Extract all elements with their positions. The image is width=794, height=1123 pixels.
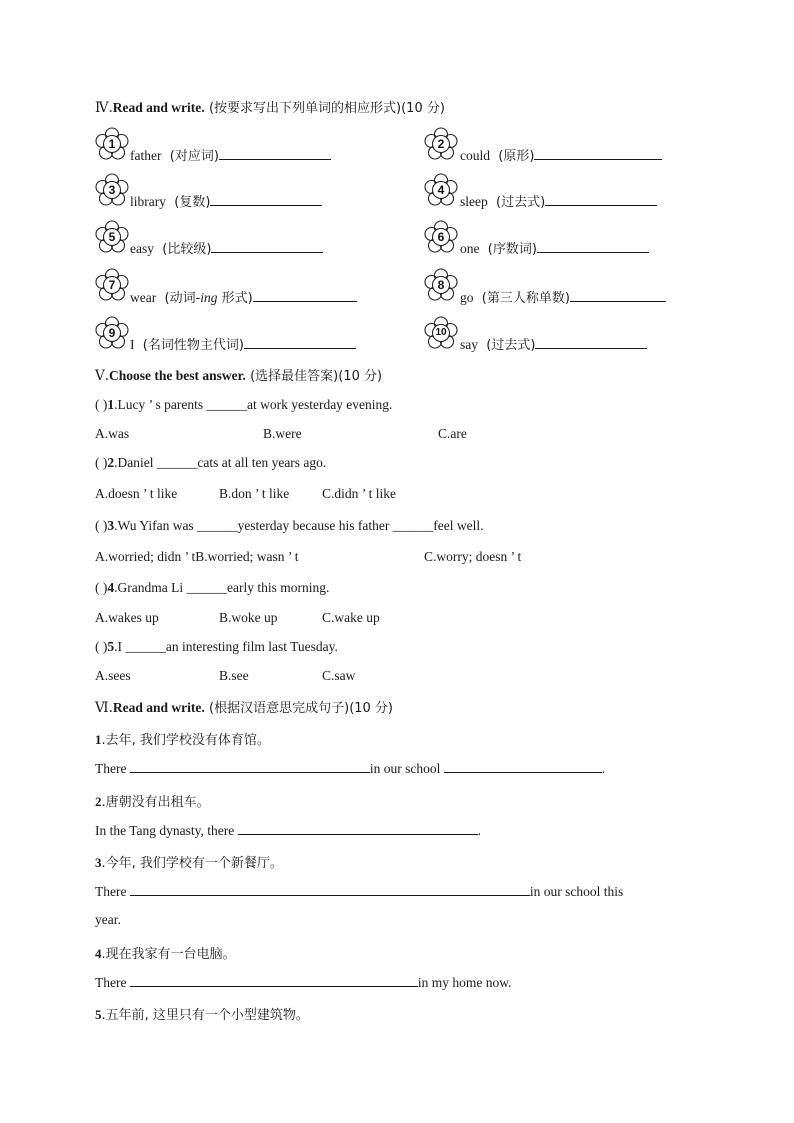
answer-blank[interactable] bbox=[238, 822, 478, 835]
section-5-roman: Ⅴ. bbox=[95, 368, 110, 384]
word-item-8 bbox=[460, 287, 666, 306]
question-4 bbox=[95, 580, 329, 596]
answer-paren[interactable]: ( ) bbox=[95, 580, 108, 595]
item-number: 1 bbox=[108, 137, 116, 151]
answer-blank[interactable] bbox=[211, 240, 323, 253]
section-6-title: Read and write. bbox=[112, 700, 205, 715]
item-number: 2 bbox=[437, 137, 445, 151]
answer-line-3-cont: year. bbox=[95, 912, 121, 927]
answer-line-1 bbox=[95, 760, 605, 777]
option-5a[interactable]: A.sees bbox=[95, 668, 131, 683]
hint: (对应词) bbox=[169, 149, 219, 164]
section-4-instruction: (按要求写出下列单词的相应形式)(10 分) bbox=[208, 101, 445, 116]
flower-number-icon bbox=[424, 268, 458, 302]
answer-blank[interactable] bbox=[210, 193, 322, 206]
hint: (序数词) bbox=[487, 242, 537, 257]
option-4c[interactable]: C.wake up bbox=[322, 610, 380, 625]
flower-number-icon bbox=[424, 316, 458, 350]
sentence-start: There bbox=[95, 975, 130, 990]
word: could bbox=[460, 148, 490, 163]
sentence-middle: in our school bbox=[369, 761, 444, 776]
item-number: 1 bbox=[95, 732, 102, 747]
item-number: 6 bbox=[437, 230, 445, 244]
item-number: 7 bbox=[108, 278, 116, 292]
item-number: 5 bbox=[108, 230, 116, 244]
hint-italic: ing bbox=[200, 290, 218, 305]
question-number: 3 bbox=[107, 518, 115, 533]
answer-blank[interactable] bbox=[130, 974, 418, 987]
option-5c[interactable]: C.saw bbox=[322, 668, 356, 683]
option-4b[interactable]: B.woke up bbox=[219, 610, 278, 625]
option-1a[interactable]: A.was bbox=[95, 426, 130, 441]
word-item-3 bbox=[130, 191, 322, 210]
option-5b[interactable]: B.see bbox=[219, 668, 249, 683]
sentence-end: . bbox=[601, 761, 606, 776]
answer-blank[interactable] bbox=[534, 147, 662, 160]
word: sleep bbox=[460, 194, 488, 209]
item-number: 10 bbox=[435, 327, 447, 338]
flower-number-icon bbox=[95, 127, 129, 161]
item-number: 9 bbox=[108, 326, 116, 340]
word: easy bbox=[130, 241, 154, 256]
word-item-5 bbox=[130, 238, 323, 257]
item-number: 8 bbox=[437, 278, 445, 292]
answer-blank[interactable] bbox=[130, 760, 370, 773]
section-5-heading bbox=[95, 365, 382, 384]
item-number: 2 bbox=[95, 794, 102, 809]
word-item-10 bbox=[460, 334, 647, 353]
answer-blank[interactable] bbox=[570, 289, 666, 302]
chinese-sentence: .今年, 我们学校有一个新餐厅。 bbox=[101, 856, 283, 871]
sentence-end: . bbox=[477, 823, 482, 838]
item-number: 5 bbox=[95, 1007, 102, 1022]
answer-line-2 bbox=[95, 822, 481, 839]
answer-blank[interactable] bbox=[130, 883, 530, 896]
question-number: 2 bbox=[107, 455, 115, 470]
hint-pre: (动词- bbox=[164, 291, 201, 306]
answer-paren[interactable]: ( ) bbox=[95, 518, 108, 533]
question-number: 4 bbox=[107, 580, 115, 595]
answer-line-3 bbox=[95, 883, 623, 900]
translate-prompt-3 bbox=[95, 852, 283, 871]
question-stem: .Wu Yifan was ______yesterday because his father ______feel well. bbox=[114, 518, 484, 533]
item-number: 3 bbox=[108, 183, 116, 197]
section-4-title: Read and write. bbox=[112, 100, 205, 115]
word: library bbox=[130, 194, 166, 209]
chinese-sentence: .五年前, 这里只有一个小型建筑物。 bbox=[101, 1008, 309, 1023]
question-5 bbox=[95, 639, 338, 655]
answer-paren[interactable]: ( ) bbox=[95, 455, 108, 470]
chinese-sentence: .唐朝没有出租车。 bbox=[101, 795, 210, 810]
answer-blank[interactable] bbox=[219, 147, 331, 160]
hint-post: 形式) bbox=[217, 291, 253, 306]
word-item-6 bbox=[460, 238, 649, 257]
option-2a[interactable]: A.doesn ’ t like bbox=[95, 486, 178, 501]
section-4-heading bbox=[95, 97, 445, 116]
option-1b[interactable]: B.were bbox=[263, 426, 302, 441]
question-3 bbox=[95, 518, 483, 534]
answer-blank[interactable] bbox=[444, 760, 602, 773]
section-5-title: Choose the best answer. bbox=[109, 368, 246, 383]
sentence-start: There bbox=[95, 761, 130, 776]
flower-number-icon bbox=[95, 316, 129, 350]
question-stem: .Daniel ______cats at all ten years ago. bbox=[114, 455, 327, 470]
answer-paren[interactable]: ( ) bbox=[95, 397, 108, 412]
answer-line-4 bbox=[95, 974, 511, 991]
answer-blank[interactable] bbox=[535, 336, 647, 349]
item-number: 4 bbox=[437, 183, 445, 197]
translate-prompt-1 bbox=[95, 729, 270, 748]
flower-number-icon bbox=[95, 173, 129, 207]
answer-blank[interactable] bbox=[545, 193, 657, 206]
option-2b[interactable]: B.don ’ t like bbox=[219, 486, 290, 501]
sentence-start: There bbox=[95, 884, 130, 899]
word: one bbox=[460, 241, 480, 256]
sentence-start: In the Tang dynasty, there bbox=[95, 823, 238, 838]
question-stem: .Lucy ’ s parents ______at work yesterday evening. bbox=[114, 397, 393, 412]
answer-blank[interactable] bbox=[244, 336, 356, 349]
item-number: 4 bbox=[95, 946, 102, 961]
hint: (过去式) bbox=[486, 338, 536, 353]
question-2 bbox=[95, 455, 326, 471]
question-stem: .I ______an interesting film last Tuesday. bbox=[114, 639, 338, 654]
option-1c[interactable]: C.are bbox=[438, 426, 467, 441]
section-6-instruction: (根据汉语意思完成句子)(10 分) bbox=[209, 701, 394, 716]
word: wear bbox=[130, 290, 157, 305]
hint: (过去式) bbox=[496, 195, 546, 210]
sentence-middle: in our school this bbox=[529, 884, 624, 899]
section-6-roman: Ⅵ. bbox=[95, 700, 113, 716]
word-item-1 bbox=[130, 145, 331, 164]
hint: (比较级) bbox=[162, 242, 212, 257]
option-3ab[interactable]: A.worried; didn ’ tB.worried; wasn ’ t bbox=[95, 549, 299, 564]
question-number: 1 bbox=[107, 397, 115, 412]
section-5-instruction: (选择最佳答案)(10 分) bbox=[250, 369, 383, 384]
question-stem: .Grandma Li ______early this morning. bbox=[114, 580, 330, 595]
chinese-sentence: .去年, 我们学校没有体育馆。 bbox=[101, 733, 270, 748]
answer-paren[interactable]: ( ) bbox=[95, 639, 108, 654]
word: I bbox=[130, 337, 135, 352]
answer-blank[interactable] bbox=[253, 289, 357, 302]
word: say bbox=[460, 337, 478, 352]
option-4a[interactable]: A.wakes up bbox=[95, 610, 159, 625]
section-6-heading bbox=[95, 697, 393, 716]
hint: (复数) bbox=[174, 195, 211, 210]
flower-number-icon bbox=[424, 220, 458, 254]
hint: (第三人称单数) bbox=[481, 291, 570, 306]
word-item-7 bbox=[130, 287, 357, 306]
flower-number-icon bbox=[424, 127, 458, 161]
chinese-sentence: .现在我家有一台电脑。 bbox=[101, 947, 236, 962]
item-number: 3 bbox=[95, 855, 102, 870]
flower-number-icon bbox=[95, 268, 129, 302]
option-2c[interactable]: C.didn ’ t like bbox=[322, 486, 396, 501]
answer-blank[interactable] bbox=[537, 240, 649, 253]
word-item-4 bbox=[460, 191, 657, 210]
translate-prompt-5 bbox=[95, 1004, 309, 1023]
word-item-9 bbox=[130, 334, 356, 353]
word: go bbox=[460, 290, 474, 305]
section-4-roman: Ⅳ. bbox=[95, 100, 113, 116]
translate-prompt-4 bbox=[95, 943, 236, 962]
word: father bbox=[130, 148, 162, 163]
question-number: 5 bbox=[107, 639, 115, 654]
question-1 bbox=[95, 397, 392, 413]
hint: (名词性物主代词) bbox=[142, 338, 244, 353]
option-3c[interactable]: C.worry; doesn ’ t bbox=[424, 549, 522, 564]
flower-number-icon bbox=[424, 173, 458, 207]
hint: (原形) bbox=[498, 149, 535, 164]
translate-prompt-2 bbox=[95, 791, 210, 810]
sentence-middle: in my home now. bbox=[417, 975, 512, 990]
flower-number-icon bbox=[95, 220, 129, 254]
word-item-2 bbox=[460, 145, 662, 164]
